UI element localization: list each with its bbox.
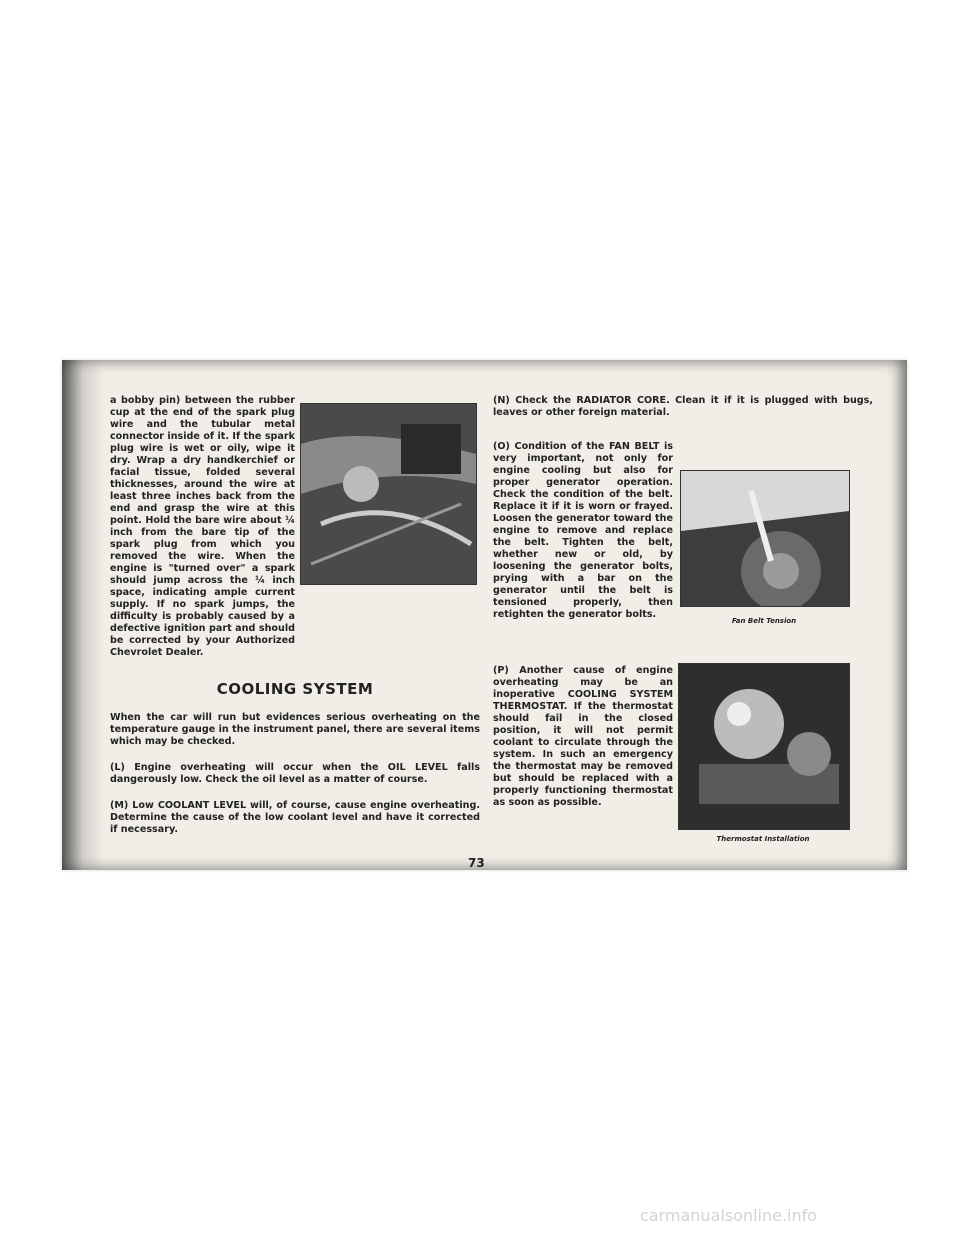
item-o-paragraph: (O) Condition of the FAN BELT is very important, not only for engine cooling but also for proper generator operation. Check the condition of the belt. Replace it if it is worn or frayed. Loosen the generator toward the engine to remove and replace the belt. Tighten the belt, whether new or old, by loosening the generator bolts, prying with a bar on the generator until the belt is tensioned properly, then retighten the generator bolts. <box>493 441 673 620</box>
item-p-paragraph: (P) Another cause of engine overheating may be an inoperative COOLING SYSTEM THERMOSTAT. If the thermostat should fail in the closed position, it will not permit coolant to circulate through the system. In such an emergency the thermostat may be removed but should be replaced with a properly functioning thermostat as soon as possible. <box>493 665 673 808</box>
thermostat-illustration <box>679 664 849 829</box>
book-spine-shadow <box>62 360 104 870</box>
left-column <box>110 395 480 659</box>
cooling-intro-paragraph: When the car will run but evidences serious overheating on the temperature gauge in the instrument panel, there are several items which may be checked. <box>110 712 480 747</box>
thermostat-photo <box>678 663 850 830</box>
section-title: COOLING SYSTEM <box>216 680 374 698</box>
spark-plug-paragraph: a bobby pin) between the rubber cup at the end of the spark plug wire and the tubular metal connector inside of it. If the spark plug wire is wet or oily, wipe it dry. Wrap a dry handkerchief or facial tissue, folded several thicknesses, around the wire at least three inches back from the end and grasp the wire at this point. Hold the bare wire about ¼ inch from the bare tip of the spark plug from which you removed the wire. When the engine is "turned over" a spark should jump across the ¼ inch space, indicating ample current supply. If no spark jumps, the difficulty is probably caused by a defective ignition part and should be corrected by your Authorized Chevrolet Dealer. <box>110 395 295 658</box>
cooling-section <box>110 680 480 836</box>
fan-belt-caption: Fan Belt Tension <box>731 617 797 625</box>
watermark: carmanualsonline.info <box>640 1206 818 1225</box>
item-n-paragraph: (N) Check the RADIATOR CORE. Clean it if it is plugged with bugs, leaves or other foreign material. <box>493 395 873 418</box>
item-m-paragraph: (M) Low COOLANT LEVEL will, of course, cause engine overheating. Determine the cause of the low coolant level and have it corrected if necessary. <box>110 800 480 835</box>
fan-belt-illustration <box>681 471 849 606</box>
fan-belt-photo <box>680 470 850 607</box>
page-number: 73 <box>468 856 485 870</box>
item-l-paragraph: (L) Engine overheating will occur when the OIL LEVEL falls dangerously low. Check the oil level as a matter of course. <box>110 762 480 785</box>
thermostat-caption: Thermostat Installation <box>716 835 810 843</box>
